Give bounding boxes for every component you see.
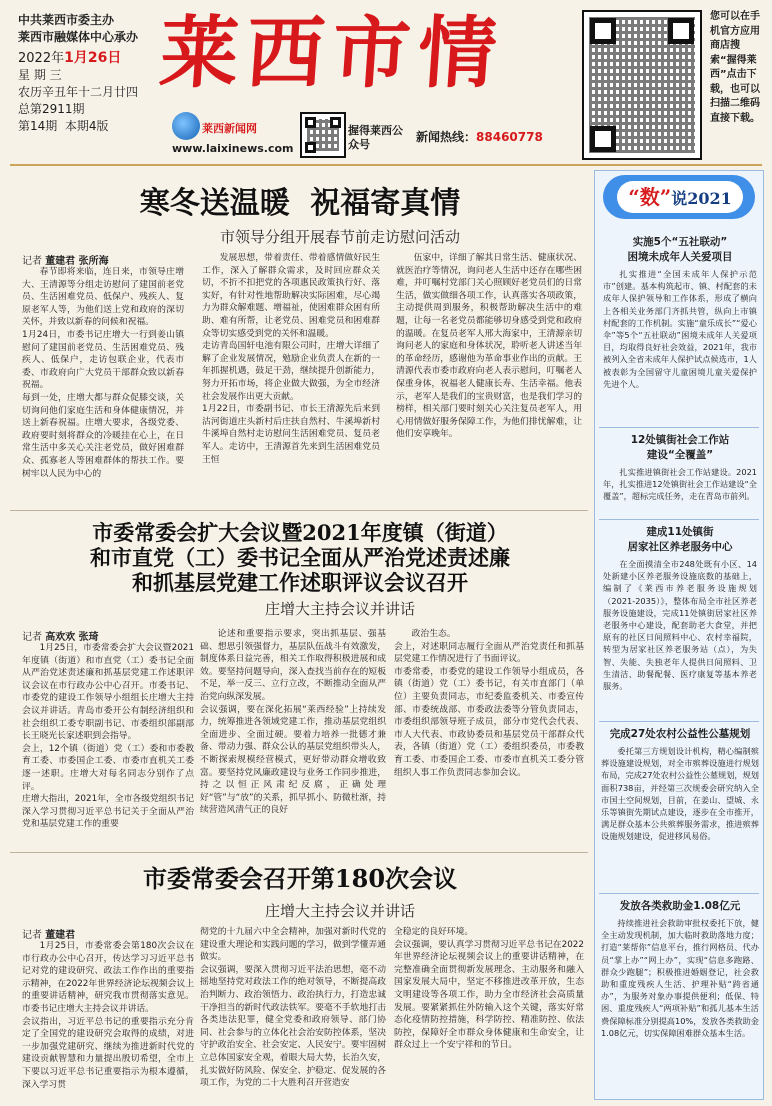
sidebar-item — [601, 727, 759, 843]
wechat-qr-code-icon[interactable] — [300, 112, 346, 158]
headline-line-3: 和抓基层党建工作述职评议会议召开 — [132, 570, 468, 595]
news-hotline — [416, 128, 543, 145]
sidebar-badge — [603, 175, 755, 219]
sidebar-divider — [599, 721, 759, 722]
issue-weekday: 星 期 三 — [18, 68, 62, 82]
article2-headline — [10, 520, 590, 595]
issue-total-number: 总第2911期 — [18, 102, 85, 116]
badge-label — [617, 181, 743, 213]
sidebar-item-body: 扎实推进“全国未成年人保护示范市”创建。基本构筑起市、镇、村配套的未成年人保护领导和工作体系，形成了横向上各相关业务部门齐抓共管，纵向上市镇村配套的工作机制。实施“童乐成长”“爱心伞”等5个“五社联动”困境未成年人关爱项目，均取得良好社会效益，2021年，我市被列入全省未成年人保护试点候选市，1人被表彰为全国留守儿童困境儿童关爱保护先进个人。 — [603, 269, 757, 389]
article1-column-1 — [22, 266, 184, 502]
sidebar-item-title: 居家社区养老服务中心 — [627, 541, 733, 553]
issue-day: 1月26日 — [64, 50, 122, 66]
sidebar-item-body: 持续推进社会救助审批权委托下放，健全主动发现机制，加大临时救助落地力度；打造“莱帮你”信息平台，推行网格员、代办员“掌上办”“网上办”，实现“信息多跑路、群众少跑腿”；积极推进婚姻登记，社会救助和重度残疾人生活、护理补贴“跨省通办”，为服务对象办事提供便利；低保、特困、重度残疾人“两项补贴”和孤儿基本生活费保障标准分别提高10%，发放各类救助金1.08亿元，切实保障困难群众基本生活。 — [601, 918, 759, 1038]
issue-year: 2022年 — [18, 51, 65, 66]
sidebar-item-body: 扎实推进镇街社会工作站建设。2021年，扎实推进12处镇街社会工作站建设“全覆盖”，超标完成任务，走在青岛市前列。 — [603, 467, 757, 502]
article2-column-3 — [394, 628, 584, 842]
article1-column-2 — [202, 252, 380, 502]
headline-line-1: 市委常委会扩大会议暨2021年度镇（街道） — [92, 520, 508, 545]
headline-line-2: 和市直党（工）委书记全面从严治党述责述廉 — [90, 545, 510, 570]
edition-count: 本期4版 — [64, 119, 109, 133]
article1-column-3 — [396, 252, 582, 502]
sidebar-divider — [599, 893, 759, 894]
byline-authors: 董建君 张所海 — [45, 256, 109, 267]
sidebar-item-title: 完成27处农村公益性公墓规划 — [609, 728, 751, 740]
column-text: 1月25日，市委常委会第180次会议在市行政办公中心召开，传达学习习近平总书记对党的建设研究、政法工作作出的重要指示精神，在2022年世界经济论坛视频会议上的重要讲话精神，研究我市贯彻落实意见。市委书记庄增大主持会议并讲话。 会议指出，习近平总书记的重要指示充分肯定了全国党的建设研究会取得的成绩，对进一步加强党建研究、继续为推进新时代党的建设贡献智慧和力量提出殷切希望，全市上下要以习近平总书记重要指示为根本遵循，深入学习贯 — [22, 941, 194, 1090]
article3-headline: 市委常委会召开第180次会议 — [142, 864, 458, 893]
site-name: 莱西新闻网 — [202, 122, 257, 135]
issue-date — [18, 50, 158, 67]
sidebar-item — [603, 433, 757, 503]
column-text: 彻党的十九届六中全会精神，加强对新时代党的建设重大理论和实践问题的学习，做到学懂弄通做实。 会议强调，要深入贯彻习近平法治思想，毫不动摇地坚持党对政法工作的绝对领导，不断提高政治判断力、政治领悟力、政治执行力，打造忠诚干净担当的新时代政法铁军。要毫不手软地打击各类违法犯罪，健全党委和政府领导、部门协同、社会参与的立体化社会治安防控体系，坚决守护政治安全、社会安定、人民安宁。要牢固树立总体国家安全观，着眼大局大势，长治久安，扎实做好防风险、保安全、护稳定、促发展的各项工作，为党的二十大胜利召开营造安 — [200, 927, 386, 1089]
byline-label: 记者 — [22, 632, 46, 643]
article3-subhead: 庄增大主持会议并讲话 — [264, 902, 415, 920]
newspaper-title: 莱西市情 — [156, 8, 508, 99]
byline-label: 记者 — [22, 256, 46, 267]
article2-column-1 — [22, 642, 194, 842]
article2-byline — [22, 628, 99, 643]
article3-column-1 — [22, 940, 194, 1102]
qr-code-label: 握得莱西公众号 — [348, 124, 403, 151]
article1-subhead: 市领导分组开展春节前走访慰问活动 — [219, 228, 460, 246]
issue-lunar-date: 农历辛丑年十二月廿四 — [18, 85, 139, 99]
sidebar-item-title: 12处镇街社会工作站 — [630, 434, 730, 446]
sidebar-divider — [599, 427, 759, 428]
badge-text: 说2021 — [671, 189, 732, 208]
column-text: 春节即将来临，连日来，市领导庄增大、王清源等分组走访慰问了建国前老党员、生活困难党员、低保户、残疾人、复原老军人等，为他们送上党和政府的深切关怀，并致以新春的问候和祝福。 1月24日，市委书记庄增大一行到姜山镇慰问了建国前老党员、生活困难党员、残疾人、低保户，走访包联企业，代表市委、市政府向广大党员干部群众致以新春祝福。 每到一处，庄增大都与群众促膝交谈，关切询问他们家庭生活和身体健康情况，并送上新春祝福。庄增大要求，各级党委、政府要时刻将群众的冷暖挂在心上，在日常生活中多关心关注老党员，做好困难群众、孤寡老人等困难群体的帮扶工作。要树牢以人民为中心的 — [22, 267, 184, 479]
article3-column-3 — [394, 926, 584, 1102]
badge-quote: “数” — [628, 185, 672, 209]
sidebar-item-title: 发放各类救助金1.08亿元 — [619, 900, 741, 912]
sponsor-line: 中共莱西市委主办 — [18, 13, 115, 27]
hotline-number: 88460778 — [476, 130, 543, 144]
sidebar-item — [601, 899, 759, 1039]
sidebar-divider — [599, 519, 759, 520]
sidebar-item — [603, 525, 757, 692]
column-text: 发展思想，带着责任、带着感情做好民生工作，深入了解群众需求，及时回应群众关切，不折不扣把党的各项惠民政策执行好、落实好，有针对性地帮助解决实际困难，尽心竭力为群众解难题、增福祉，使困难群众困有所助、难有所帮，让老党员、困难党员和困难群众等切实感受到党的关怀和温暖。 走访青岛国轩电池有限公司时，庄增大详细了解了企业发展情况，勉励企业负责人在新的一年抓握机遇，鼓足干劲，继续提升创新能力，努力开拓市场，将企业做大做强，为全市经济社会发展作出更大贡献。 1月22日，市委副书记、市长王清源先后来到沽河街道庄头新村后庄扶自然村、牛溪埠新村牛溪埠自然村走访慰问生活困难党员、复员老军人。走访中，王清源首先来到生活困难党员王恒 — [202, 253, 380, 465]
app-qr-code-icon[interactable] — [582, 10, 702, 160]
hotline-label: 新闻热线： — [416, 130, 477, 144]
sidebar-item-title: 困境未成年人关爱项目 — [627, 251, 733, 263]
byline-authors: 高欢欢 张琦 — [45, 632, 99, 643]
sidebar-item-title: 建设“全覆盖” — [646, 449, 714, 461]
column-text: 全稳定的良好环境。 会议强调，要认真学习贯彻习近平总书记在2022年世界经济论坛视频会议上的重要讲话精神，在完整准确全面贯彻新发展理念、主动服务和融入国家发展大局中，坚定不移推进改革开放，生态文明建设等各项工作，助力全市经济社会高质量发展。要紧紧抓住外防输入这个关键，落实好常态化疫情防控措施，科学防控、精准防控、依法防控，保障好全市群众身体健康和生命安全，让群众过上一个安宁祥和的节日。 — [394, 927, 584, 1051]
article2-subhead: 庄增大主持会议并讲话 — [264, 600, 415, 618]
article3-byline — [22, 926, 75, 941]
organizer-line: 莱西市融媒体中心承办 — [18, 30, 139, 44]
column-text: 论述和重要指示要求，突出抓基层、强基础、想思引领强督力，基层队伍战斗有效激发，制度体系日益完善，相关工作取得积极进展和成效。要坚持问题导向，深入查找当前存在的短板不足，举一反三、立行立改，不断推动全面从严治党向纵深发展。 会议强调，要在深化拓展“莱西经验”上持续发力，统筹推进各领域党建工作，推动基层党组织全面进步、全面过硬。要着力培养一批德才兼备、带动力强、群众公认的基层党组织带头人，不断探索规模经营模式，更好带动群众增收致富。要坚持党风廉政建设与业务工作同步推进，持之以恒正风肃纪反腐，正确处理好“管”与“放”的关系，抓早抓小、防微杜渐，持续营造风清气正的良好 — [200, 629, 386, 816]
column-text: 政治生态。 会上，对述职同志履行全面从严治党责任和抓基层党建工作情况进行了书面评议。 市委常委，市委党的建设工作领导小组成员，各镇（街道）党（工）委书记，有关市直部门（单位）主要负责同志，市纪委监委机关、市委宣传部、市委统战部、市委政法委等分管负责同志，市委组织部领导班子成员，部分市党代会代表、市人大代表、市政协委员和基层党员干部群众代表，各镇（街道）党（工）委组织委员，市委教育工委、市委国企工委、市委市直机关工委分管组织人事工作负责同志参加会议。 — [394, 629, 584, 778]
data-2021-sidebar — [594, 170, 764, 1100]
column-text: 伍家中，详细了解其日常生活、健康状况、就医治疗等情况，询问老人生活中还存在哪些困难，并叮嘱村党部门关心照顾好老党员们的日常生活，做实做细各项工作，认真落实各项政策，主动提供周到服务，积极帮助解决生活中的难题，让每一名老党员都能够切身感受到党和政府的温暖。在复员老军人邢大海家中，王清源亲切询问老人的家庭和身体状况，聆听老人讲述当年的革命经历，感谢他为革命事业作出的贡献。王清源代表市委市政府向老人表示慰问，叮嘱老人保重身体，祝福老人健康长寿、生活幸福。他表示，老军人是我们的宝贵财富，也是我们学习的榜样，相关部门要时刻关心关注复员老军人，用心用情做好服务保障工作，为他们排忧解难，让他们安享晚年。 — [396, 253, 582, 440]
sidebar-item — [603, 235, 757, 390]
sidebar-item-body: 在全面摸清全市248处既有小区、14处新建小区养老服务设施底数的基础上，编制了《莱西市养老服务设施规划（2021-2035）》，整体布局全市社区养老服务设施建设，完成11处镇街居家社区养老服务中心建设，配套助老大食堂，并把原有的社区日间照料中心、农村幸福院，转型为居家社区养老服务站（点），为失智、失能、失独老年人提供日间照料、卫生清洁、助餐配餐、医疗康复等基本养老服务。 — [603, 559, 757, 692]
globe-icon — [172, 112, 200, 140]
article3-column-2 — [200, 926, 386, 1102]
issue-edition — [18, 118, 158, 135]
byline-label: 记者 — [22, 930, 46, 941]
site-logo[interactable] — [172, 112, 292, 156]
issue-number: 第14期 — [18, 119, 58, 133]
article1-byline — [22, 252, 109, 267]
sidebar-item-title: 实施5个“五社联动” — [632, 236, 728, 248]
article-divider — [10, 852, 588, 853]
masthead-info — [18, 12, 158, 135]
article-divider — [10, 510, 588, 511]
article1-headline: 寒冬送温暖 祝福寄真情 — [139, 186, 461, 221]
site-url[interactable]: www.laixinews.com — [172, 142, 294, 155]
sidebar-item-title: 建成11处镇街 — [646, 526, 714, 538]
byline-authors: 董建君 — [45, 930, 76, 941]
column-text: 1月25日，市委常委会扩大会议暨2021年度镇（街道）和市直党（工）委书记全面从严治党述责述廉和抓基层党建工作述职评议会议在市行政办公中心召开。市委书记、市委党的建设工作领导小组组长庄增大主持会议并讲话。青岛市委开公有制经济组织和社会组织工委专职副书记、市委组织部副部长王晓光长家述职到会指导。 会上，12个镇（街道）党（工）委和市委教育工委、市委国企工委、市委市直机关工委逐一述职。庄增大对每名同志分别作了点评。 庄增大指出，2021年，全市各级党组织书记深入学习贯彻习近平总书记关于全面从严治党和基层党建工作的重要 — [22, 643, 194, 830]
masthead-rule — [10, 164, 762, 166]
sidebar-item-body: 委托第三方规划设计机构，精心编制殡葬设施建设规划，对全市殡葬设施进行规划布局，完成27处农村公益性公墓规划，规划面积738亩，并经第三次规委会研究纳入全市国土空间规划，目前，在姜山、望城、永乐等镇街先期试点建设，逐步在全市推开，满足群众基本公共殡葬服务需求，推进殡葬设施规划建设，促进移风易俗。 — [601, 746, 759, 842]
app-download-tip: 您可以在手机官方应用商店搜索“握得莱西”点击下载，也可以扫描二维码直接下载。 — [710, 11, 760, 124]
article2-column-2 — [200, 628, 386, 842]
